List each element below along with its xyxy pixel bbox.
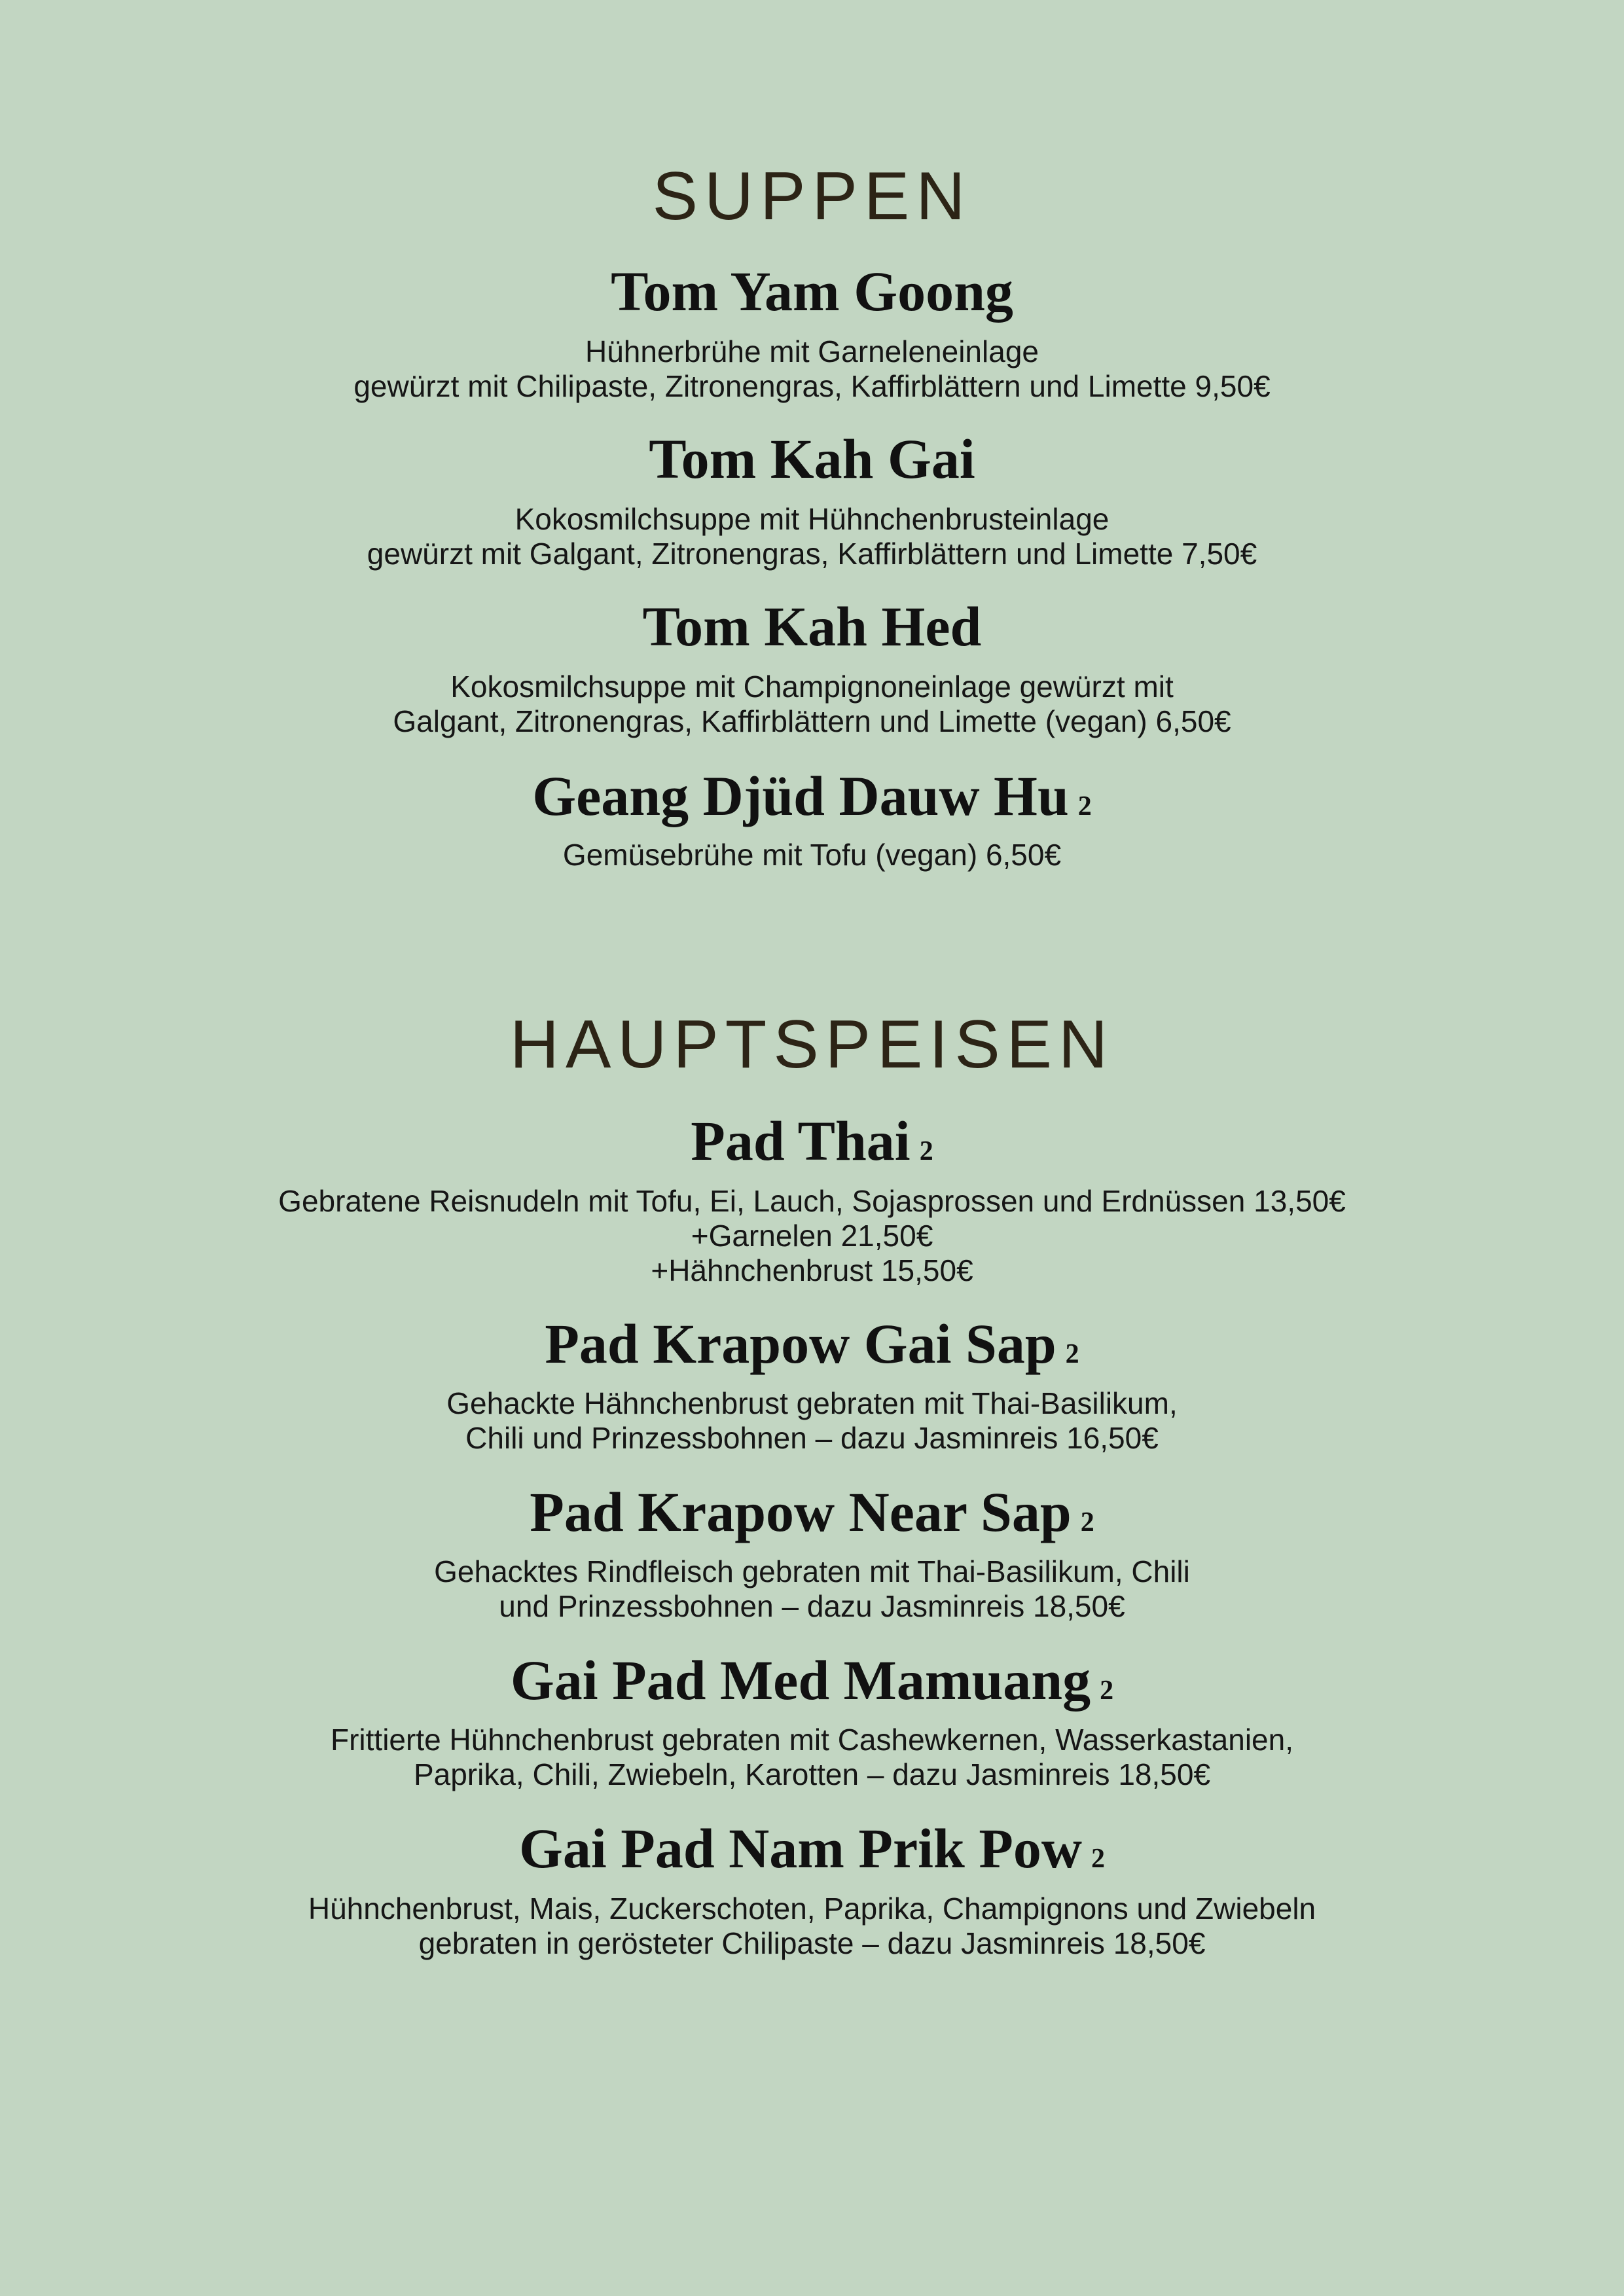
dish-description-tom-yam-goong	[0, 334, 1624, 404]
allergen-marker: 2	[1100, 1676, 1114, 1706]
allergen-marker: 2	[1080, 1507, 1094, 1537]
dish-name: Gai Pad Med Mamuang	[510, 1649, 1091, 1712]
dish-name: Tom Kah Gai	[649, 427, 975, 490]
description-line: Gebratene Reisnudeln mit Tofu, Ei, Lauch, Sojasprossen und Erdnüssen 13,50€	[278, 1184, 1346, 1218]
description-line: Paprika, Chili, Zwiebeln, Karotten – dazu Jasminreis 18,50€	[413, 1757, 1211, 1791]
dish-name: Pad Thai	[691, 1109, 911, 1172]
dish-title-tom-kah-hed	[0, 595, 1624, 658]
dish-title-tom-yam-goong	[0, 260, 1624, 323]
dish-title-pad-krapow-gai-sap	[0, 1312, 1624, 1375]
dish-description-tom-kah-hed	[0, 670, 1624, 739]
description-line: Chili und Prinzessbohnen – dazu Jasminreis 16,50€	[465, 1421, 1159, 1455]
dish-description-gai-pad-med-mamuang	[0, 1723, 1624, 1792]
description-line: gewürzt mit Galgant, Zitronengras, Kaffirblättern und Limette 7,50€	[367, 537, 1257, 571]
dish-name: Pad Krapow Near Sap	[530, 1480, 1072, 1543]
dish-description-pad-krapow-near-sap	[0, 1554, 1624, 1624]
dish-title-pad-thai	[0, 1109, 1624, 1172]
dish-title-gai-pad-nam-prik-pow	[0, 1817, 1624, 1880]
dish-description-gai-pad-nam-prik-pow	[0, 1892, 1624, 1961]
description-line: +Garnelen 21,50€	[691, 1219, 933, 1253]
dish-name: Geang Djüd Dauw Hu	[532, 764, 1069, 827]
description-line: Hühnerbrühe mit Garneleneinlage	[585, 334, 1039, 368]
description-line: und Prinzessbohnen – dazu Jasminreis 18,50€	[499, 1589, 1125, 1623]
description-line: Gemüsebrühe mit Tofu (vegan) 6,50€	[562, 838, 1062, 872]
allergen-marker: 2	[919, 1136, 933, 1166]
description-line: +Hähnchenbrust 15,50€	[651, 1253, 973, 1287]
dish-title-geang-djud-dauw-hu	[0, 764, 1624, 827]
dish-name: Tom Yam Goong	[611, 260, 1013, 323]
description-line: Gehackte Hähnchenbrust gebraten mit Thai-Basilikum,	[446, 1386, 1178, 1420]
allergen-marker: 2	[1077, 791, 1092, 821]
dish-title-tom-kah-gai	[0, 427, 1624, 490]
description-line: Galgant, Zitronengras, Kaffirblättern und Limette (vegan) 6,50€	[393, 704, 1231, 738]
dish-description-geang-djud-dauw-hu	[0, 838, 1624, 872]
dish-name: Gai Pad Nam Prik Pow	[519, 1817, 1082, 1880]
section-heading-soups: SUPPEN	[652, 158, 972, 234]
description-line: gewürzt mit Chilipaste, Zitronengras, Kaffirblättern und Limette 9,50€	[353, 369, 1271, 403]
description-line: Gehacktes Rindfleisch gebraten mit Thai-Basilikum, Chili	[434, 1554, 1190, 1588]
dish-description-tom-kah-gai	[0, 502, 1624, 571]
dish-title-pad-krapow-near-sap	[0, 1480, 1624, 1543]
description-line: Frittierte Hühnchenbrust gebraten mit Cashewkernen, Wasserkastanien,	[331, 1723, 1293, 1757]
dish-description-pad-krapow-gai-sap	[0, 1386, 1624, 1456]
allergen-marker: 2	[1065, 1339, 1079, 1369]
description-line: Hühnchenbrust, Mais, Zuckerschoten, Paprika, Champignons und Zwiebeln	[308, 1892, 1316, 1926]
dish-title-gai-pad-med-mamuang	[0, 1649, 1624, 1712]
description-line: Kokosmilchsuppe mit Hühnchenbrusteinlage	[514, 502, 1110, 536]
dish-description-pad-thai	[0, 1184, 1624, 1288]
description-line: Kokosmilchsuppe mit Champignoneinlage gewürzt mit	[450, 670, 1174, 704]
description-line: gebraten in gerösteter Chilipaste – dazu Jasminreis 18,50€	[418, 1926, 1206, 1960]
dish-name: Pad Krapow Gai Sap	[545, 1312, 1056, 1375]
dish-name: Tom Kah Hed	[642, 595, 982, 658]
allergen-marker: 2	[1091, 1844, 1105, 1874]
section-heading-mains: HAUPTSPEISEN	[509, 1007, 1115, 1083]
